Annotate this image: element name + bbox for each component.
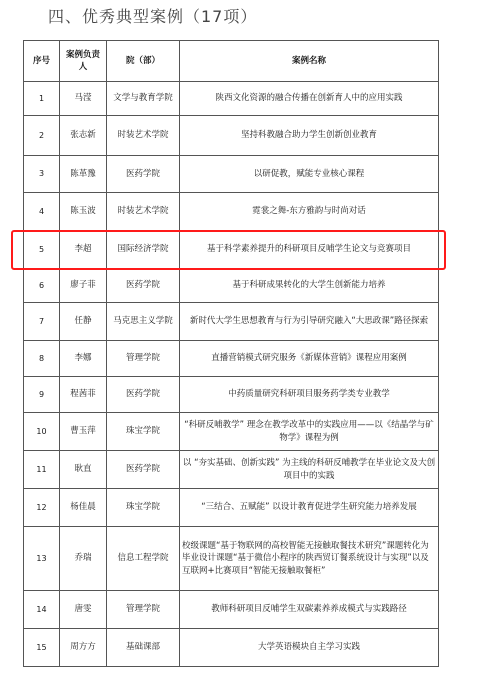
row-leader: 任静 xyxy=(60,303,107,341)
table-row xyxy=(24,116,439,156)
row-college: 时装艺术学院 xyxy=(107,116,180,156)
row-index: 9 xyxy=(24,377,60,413)
row-college: 医药学院 xyxy=(107,451,180,489)
table-row xyxy=(24,341,439,377)
row-index: 3 xyxy=(24,156,60,193)
page-title: 四、优秀典型案例（17项） xyxy=(48,7,258,26)
row-case-name: 陕西文化资源的融合传播在创新育人中的应用实践 xyxy=(180,82,439,116)
row-leader: 程茜菲 xyxy=(60,377,107,413)
row-case-name: 霓裳之舞-东方雅韵与时尚对话 xyxy=(180,193,439,231)
row-case-name: 中药质量研究科研项目服务药学类专业教学 xyxy=(180,377,439,413)
cases-table xyxy=(23,40,439,667)
row-case-name: 教师科研项目反哺学生双碳素养养成模式与实践路径 xyxy=(180,591,439,629)
header-case-name: 案例名称 xyxy=(180,41,439,82)
row-college: 珠宝学院 xyxy=(107,489,180,527)
row-index: 8 xyxy=(24,341,60,377)
row-case-name: 新时代大学生思想教育与行为引导研究融入“大思政课”路径探索 xyxy=(180,303,439,341)
table-row xyxy=(24,156,439,193)
header-index: 序号 xyxy=(24,41,60,82)
row-case-name: 以 “夯实基础、创新实践” 为主线的科研反哺教学在毕业论文及大创项目中的实践 xyxy=(180,451,439,489)
table-row xyxy=(24,269,439,303)
table-row xyxy=(24,489,439,527)
row-college: 管理学院 xyxy=(107,341,180,377)
row-case-name: “科研反哺教学” 理念在教学改革中的实践应用——以《结晶学与矿物学》课程为例 xyxy=(180,413,439,451)
row-college: 文学与教育学院 xyxy=(107,82,180,116)
row-college: 医药学院 xyxy=(107,377,180,413)
table-row xyxy=(24,377,439,413)
row-leader: 杨佳晨 xyxy=(60,489,107,527)
row-index: 11 xyxy=(24,451,60,489)
row-index: 1 xyxy=(24,82,60,116)
table-row xyxy=(24,303,439,341)
row-leader: 陈玉波 xyxy=(60,193,107,231)
table-row xyxy=(24,591,439,629)
row-leader: 乔瑞 xyxy=(60,527,107,591)
row-leader: 廖子菲 xyxy=(60,269,107,303)
row-index: 13 xyxy=(24,527,60,591)
table-row xyxy=(24,451,439,489)
row-leader: 陈革豫 xyxy=(60,156,107,193)
row-index: 5 xyxy=(24,231,60,269)
row-case-name: 基于科研成果转化的大学生创新能力培养 xyxy=(180,269,439,303)
row-case-name: 坚持科教融合助力学生创新创业教育 xyxy=(180,116,439,156)
row-leader: 周方方 xyxy=(60,629,107,667)
row-index: 10 xyxy=(24,413,60,451)
header-leader: 案例负责人 xyxy=(60,41,107,82)
row-case-name: 校级课题“基于物联网的高校智能无接触取餐技术研究”课题转化为毕业设计课题“基于微信小程序的陕西贸订餐系统设计与实现”以及互联网+比赛项目“智能无接触取餐柜” xyxy=(180,527,439,591)
row-leader: 唐雯 xyxy=(60,591,107,629)
row-leader: 李超 xyxy=(60,231,107,269)
row-college: 管理学院 xyxy=(107,591,180,629)
row-index: 7 xyxy=(24,303,60,341)
row-college: 珠宝学院 xyxy=(107,413,180,451)
row-case-name: 大学英语模块自主学习实践 xyxy=(180,629,439,667)
row-college: 时装艺术学院 xyxy=(107,193,180,231)
table-row xyxy=(24,413,439,451)
row-college: 信息工程学院 xyxy=(107,527,180,591)
row-college: 基础课部 xyxy=(107,629,180,667)
row-case-name: “三结合、五赋能” 以设计教育促进学生研究能力培养发展 xyxy=(180,489,439,527)
row-index: 12 xyxy=(24,489,60,527)
table-header-row xyxy=(24,41,439,82)
row-case-name: 基于科学素养提升的科研项目反哺学生论文与竞赛项目 xyxy=(180,231,439,269)
row-index: 15 xyxy=(24,629,60,667)
row-college: 医药学院 xyxy=(107,269,180,303)
row-college: 国际经济学院 xyxy=(107,231,180,269)
row-index: 6 xyxy=(24,269,60,303)
table-row xyxy=(24,82,439,116)
table-row xyxy=(24,527,439,591)
table-row xyxy=(24,193,439,231)
table-row xyxy=(24,629,439,667)
row-case-name: 直播营销模式研究服务《新媒体营销》课程应用案例 xyxy=(180,341,439,377)
row-case-name: 以研促教，赋能专业核心课程 xyxy=(180,156,439,193)
row-index: 2 xyxy=(24,116,60,156)
header-college: 院（部） xyxy=(107,41,180,82)
row-leader: 耿直 xyxy=(60,451,107,489)
table-row xyxy=(24,231,439,269)
row-leader: 张志新 xyxy=(60,116,107,156)
row-college: 马克思主义学院 xyxy=(107,303,180,341)
row-leader: 马滢 xyxy=(60,82,107,116)
row-college: 医药学院 xyxy=(107,156,180,193)
row-index: 14 xyxy=(24,591,60,629)
row-index: 4 xyxy=(24,193,60,231)
row-leader: 曹玉萍 xyxy=(60,413,107,451)
row-leader: 李娜 xyxy=(60,341,107,377)
